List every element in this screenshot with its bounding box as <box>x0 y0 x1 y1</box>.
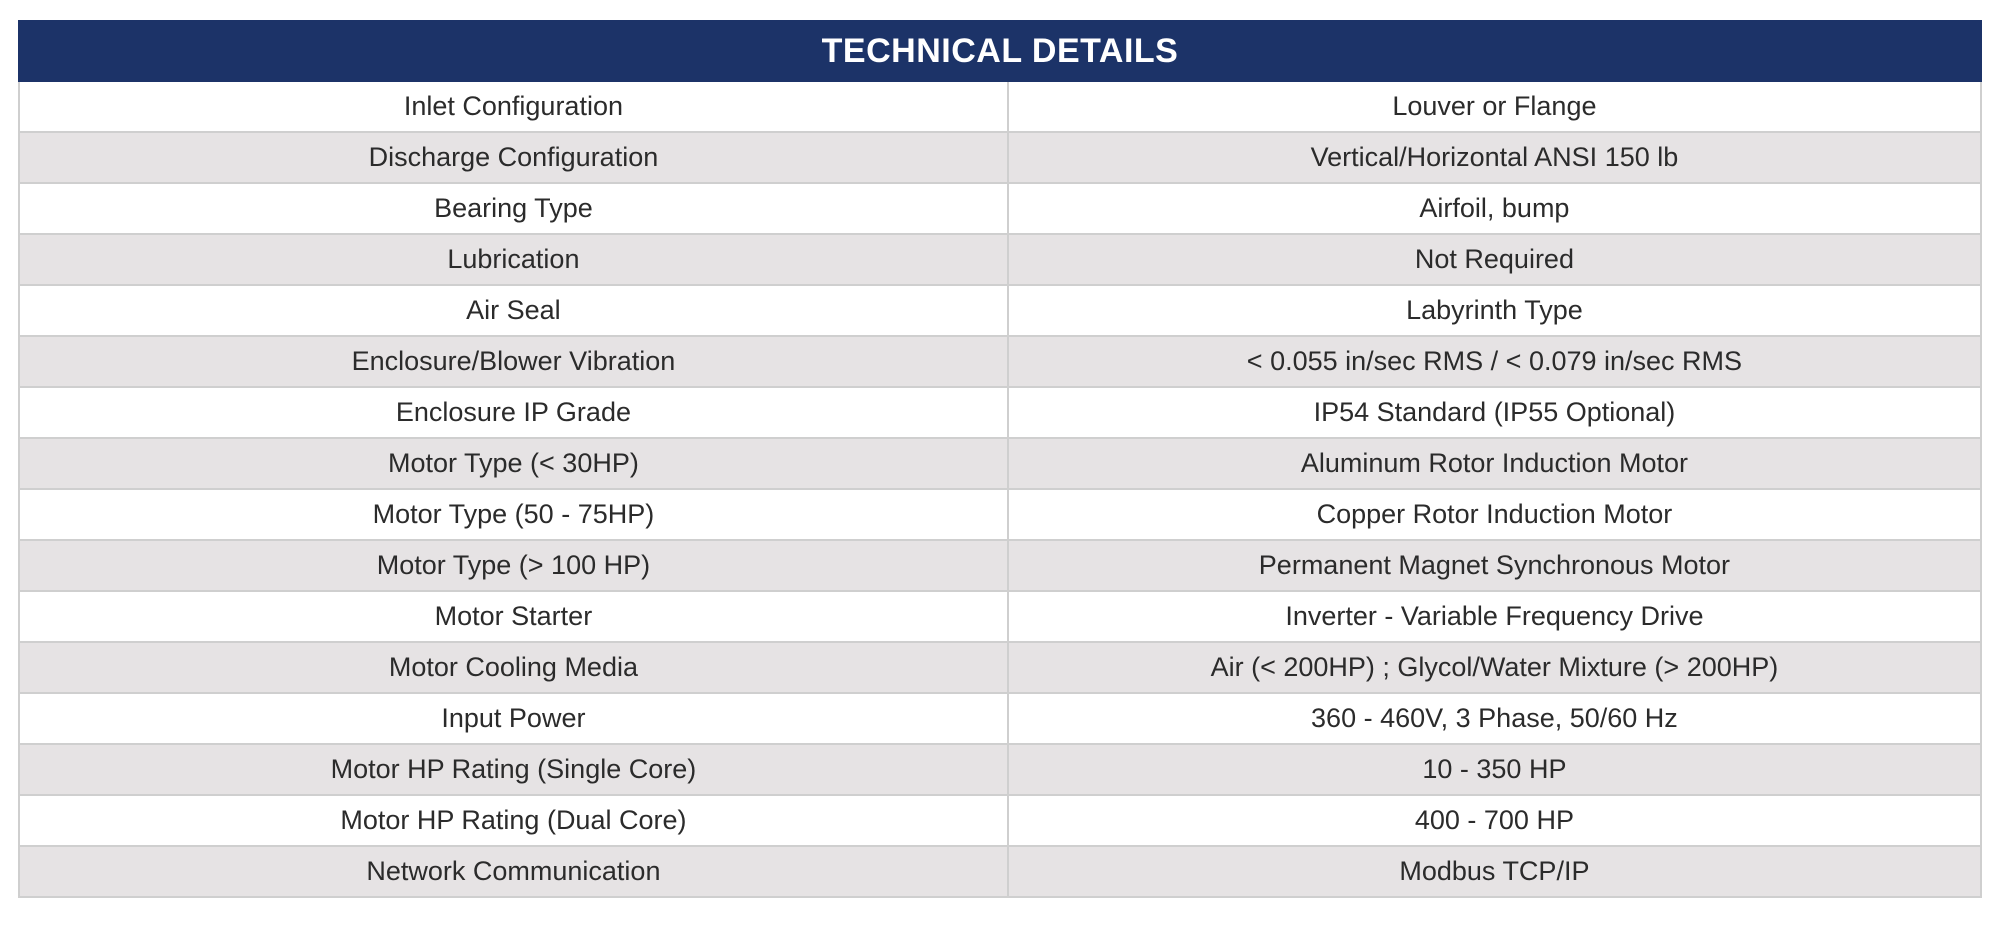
table-title-row <box>19 21 1981 81</box>
row-value: Labyrinth Type <box>1008 285 1981 336</box>
row-value: Louver or Flange <box>1008 81 1981 132</box>
row-label: Air Seal <box>19 285 1008 336</box>
row-value: 400 - 700 HP <box>1008 795 1981 846</box>
technical-details-table <box>18 20 1982 898</box>
table-row <box>19 132 1981 183</box>
row-value: Inverter - Variable Frequency Drive <box>1008 591 1981 642</box>
row-value: Not Required <box>1008 234 1981 285</box>
row-label: Bearing Type <box>19 183 1008 234</box>
table-row <box>19 183 1981 234</box>
table-row <box>19 642 1981 693</box>
table-row <box>19 744 1981 795</box>
row-value: Airfoil, bump <box>1008 183 1981 234</box>
table-row <box>19 693 1981 744</box>
row-label: Motor Type (< 30HP) <box>19 438 1008 489</box>
row-label: Motor HP Rating (Single Core) <box>19 744 1008 795</box>
table-row <box>19 591 1981 642</box>
table-row <box>19 387 1981 438</box>
technical-details-sheet <box>18 20 1982 898</box>
row-value: 360 - 460V, 3 Phase, 50/60 Hz <box>1008 693 1981 744</box>
table-row <box>19 846 1981 897</box>
row-label: Motor HP Rating (Dual Core) <box>19 795 1008 846</box>
table-row <box>19 81 1981 132</box>
row-label: Motor Starter <box>19 591 1008 642</box>
row-value: < 0.055 in/sec RMS / < 0.079 in/sec RMS <box>1008 336 1981 387</box>
row-value: Aluminum Rotor Induction Motor <box>1008 438 1981 489</box>
table-row <box>19 438 1981 489</box>
row-value: Copper Rotor Induction Motor <box>1008 489 1981 540</box>
table-row <box>19 336 1981 387</box>
row-label: Input Power <box>19 693 1008 744</box>
row-value: Modbus TCP/IP <box>1008 846 1981 897</box>
row-value: 10 - 350 HP <box>1008 744 1981 795</box>
table-row <box>19 285 1981 336</box>
row-label: Motor Cooling Media <box>19 642 1008 693</box>
table-row <box>19 234 1981 285</box>
table-row <box>19 795 1981 846</box>
row-label: Network Communication <box>19 846 1008 897</box>
row-label: Enclosure/Blower Vibration <box>19 336 1008 387</box>
row-label: Motor Type (> 100 HP) <box>19 540 1008 591</box>
row-label: Enclosure IP Grade <box>19 387 1008 438</box>
row-label: Motor Type (50 - 75HP) <box>19 489 1008 540</box>
row-value: Vertical/Horizontal ANSI 150 lb <box>1008 132 1981 183</box>
row-value: IP54 Standard (IP55 Optional) <box>1008 387 1981 438</box>
row-value: Air (< 200HP) ; Glycol/Water Mixture (> 200HP) <box>1008 642 1981 693</box>
row-label: Inlet Configuration <box>19 81 1008 132</box>
row-label: Lubrication <box>19 234 1008 285</box>
table-row <box>19 489 1981 540</box>
table-body <box>19 81 1981 897</box>
row-label: Discharge Configuration <box>19 132 1008 183</box>
row-value: Permanent Magnet Synchronous Motor <box>1008 540 1981 591</box>
table-row <box>19 540 1981 591</box>
table-title: TECHNICAL DETAILS <box>19 21 1981 81</box>
